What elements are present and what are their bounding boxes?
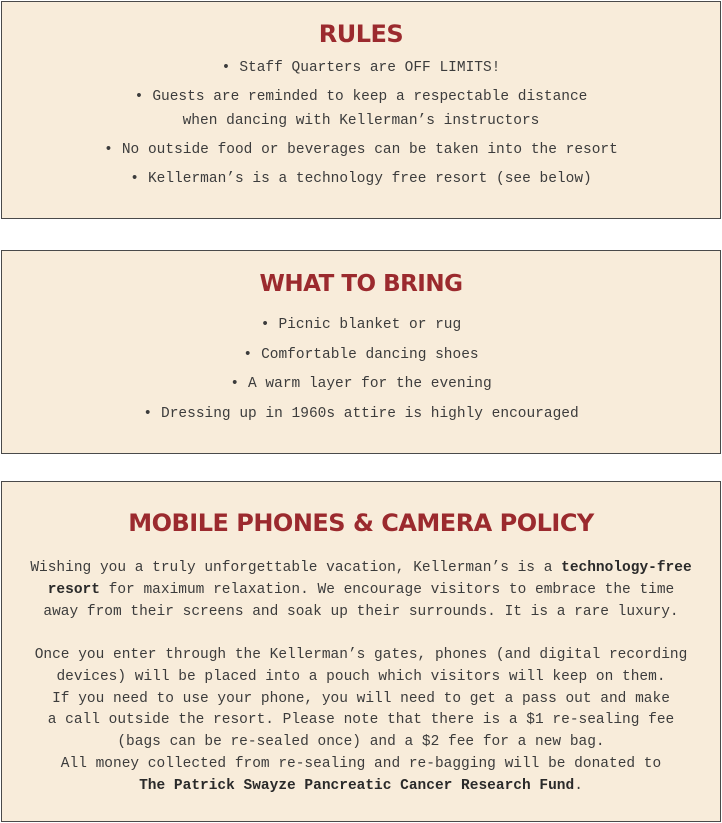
charity-name: The Patrick Swayze Pancreatic Cancer Research Fund bbox=[139, 777, 575, 794]
bullet-icon: • bbox=[230, 376, 240, 392]
list-item: • Staff Quarters are OFF LIMITS! bbox=[221, 60, 501, 76]
list-item: • Dressing up in 1960s attire is highly encouraged bbox=[143, 405, 579, 422]
bullet-icon: • bbox=[104, 142, 113, 158]
bullet-icon: • bbox=[260, 317, 270, 333]
bullet-icon: • bbox=[243, 346, 253, 363]
policy-intro-paragraph: Wishing you a truly unforgettable vacation, Kellerman’s is a technology-free resort for maximum relaxation. We encourage visitors to embrace the time away from their screens and soak up their surrounds. It is a rare luxury. bbox=[30, 560, 692, 620]
resort-emphasis: resort bbox=[47, 581, 100, 598]
list-item: • No outside food or beverages can be taken into the resort bbox=[104, 142, 618, 158]
what-to-bring-heading: WHAT TO BRING bbox=[259, 271, 463, 297]
policy-heading: MOBILE PHONES & CAMERA POLICY bbox=[128, 509, 594, 537]
bullet-icon: • bbox=[130, 171, 139, 187]
rules-list bbox=[2, 56, 720, 196]
list-item: • Comfortable dancing shoes bbox=[243, 346, 479, 363]
bullet-icon: • bbox=[143, 405, 153, 422]
what-to-bring-list bbox=[2, 313, 720, 431]
technology-free-emphasis: technology-free bbox=[561, 560, 692, 576]
phone-camera-policy-card bbox=[1, 481, 721, 822]
bullet-icon: • bbox=[221, 60, 231, 76]
what-to-bring-card bbox=[1, 250, 721, 454]
bullet-icon: • bbox=[134, 89, 144, 105]
list-item: • A warm layer for the evening bbox=[230, 376, 492, 392]
rules-card bbox=[1, 1, 721, 219]
list-item: • Kellerman’s is a technology free resort (see below) bbox=[130, 171, 592, 187]
rules-heading: RULES bbox=[318, 20, 404, 48]
list-item: • Guests are reminded to keep a respectable distance when dancing with Kellerman’s instructors bbox=[134, 89, 588, 129]
policy-details-paragraph: Once you enter through the Kellerman’s gates, phones (and digital recording devices) will be placed into a pouch which visitors will keep on them. If you need to use your phone, you will need to get a pass out and make a call outside the resort. Please note that there is a $1 re-sealing fee (bags can be re-sealed once) and a $2 fee for a new bag. All money collected from re-sealing and re-bagging will be donated to The Patrick Swayze Pancreatic Cancer Research Fund. bbox=[34, 647, 688, 794]
list-item: • Picnic blanket or rug bbox=[260, 317, 462, 333]
